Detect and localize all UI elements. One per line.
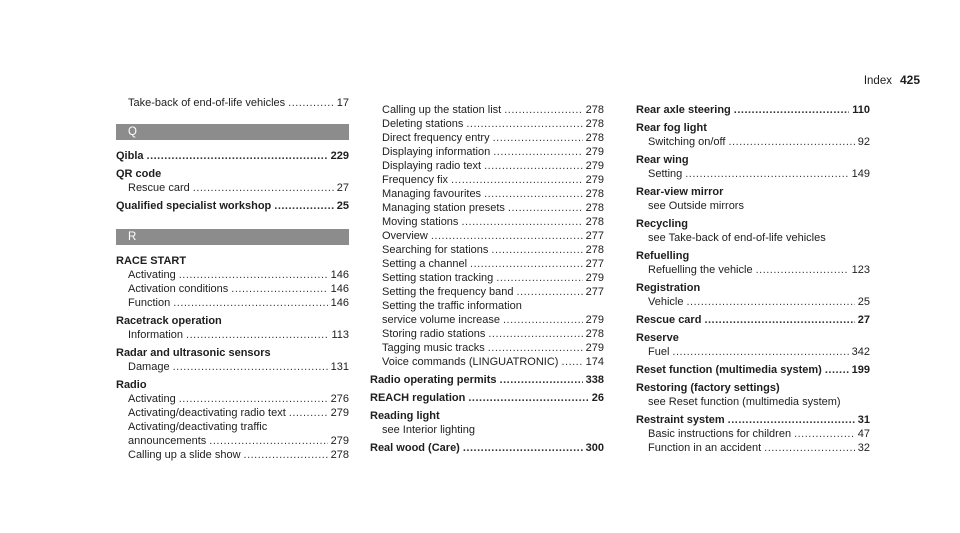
leader-dots [289, 406, 328, 420]
entry-page: 278 [330, 449, 349, 461]
leader-dots [288, 96, 334, 110]
entry-page: 146 [330, 269, 349, 281]
index-entry [116, 181, 349, 195]
entry-page: 279 [585, 146, 604, 158]
index-entry [116, 434, 349, 448]
entry-text: Setting station tracking [382, 272, 494, 284]
page-number: 425 [899, 73, 920, 87]
entry-page: 278 [585, 244, 604, 256]
entry-page: 338 [585, 374, 604, 386]
leader-dots [493, 145, 582, 159]
leader-dots [516, 285, 582, 299]
leader-dots [147, 149, 328, 163]
leader-dots [186, 328, 328, 342]
index-label: Index [863, 75, 892, 87]
letter-band-r: R [116, 229, 349, 245]
index-heading: QR code [116, 168, 162, 180]
index-entry [370, 285, 604, 299]
index-entry [636, 135, 870, 149]
see-reference: see Reset function (multimedia system) [648, 396, 841, 408]
index-entry [116, 328, 349, 342]
entry-text: Information [128, 329, 184, 341]
see-reference: see Take-back of end-of-life vehicles [648, 232, 826, 244]
entry-page: 131 [330, 361, 349, 373]
entry-page: 278 [585, 104, 604, 116]
index-heading: Racetrack operation [116, 315, 222, 327]
entry-page: 25 [336, 200, 349, 212]
entry-text: Qibla [116, 150, 144, 162]
index-heading: Registration [636, 282, 701, 294]
entry-page: 279 [585, 314, 604, 326]
entry-page: 27 [336, 182, 349, 194]
index-entry [116, 199, 349, 213]
leader-dots [179, 268, 328, 282]
index-entry [370, 243, 604, 257]
index-entry [370, 229, 604, 243]
index-entry [370, 355, 604, 369]
entry-text: Setting the frequency band [382, 286, 514, 298]
entry-page: 277 [585, 230, 604, 242]
entry-text: Switching on/off [648, 136, 726, 148]
entry-text: Rescue card [636, 314, 702, 326]
leader-dots [463, 441, 583, 455]
entry-text: announcements [128, 435, 207, 447]
index-entry [636, 313, 870, 327]
index-entry [116, 96, 349, 110]
entry-page: 279 [330, 407, 349, 419]
index-heading: Rear-view mirror [636, 186, 724, 198]
entry-page: 92 [857, 136, 870, 148]
entry-text: Displaying radio text [382, 160, 482, 172]
radio-subentries [370, 103, 604, 369]
page-header [864, 73, 920, 87]
leader-dots [734, 103, 849, 117]
entry-page: 276 [330, 393, 349, 405]
entry-page: 278 [585, 216, 604, 228]
index-entry [636, 167, 870, 181]
entry-page: 149 [851, 168, 870, 180]
entry-page: 32 [857, 442, 870, 454]
index-entry [116, 360, 349, 374]
entry-page: 27 [857, 314, 870, 326]
leader-dots [672, 345, 848, 359]
entry-page: 199 [851, 364, 870, 376]
index-entry [636, 263, 870, 277]
index-heading: Reading light [370, 410, 440, 422]
leader-dots [470, 257, 583, 271]
entry-text: Displaying information [382, 146, 491, 158]
index-heading: Radio [116, 379, 147, 391]
index-heading: Rear fog light [636, 122, 707, 134]
entry-page: 146 [330, 283, 349, 295]
entry-text: Calling up a slide show [128, 449, 241, 461]
entry-page: 279 [585, 160, 604, 172]
leader-dots [503, 313, 583, 327]
leader-dots [491, 243, 582, 257]
entry-text: Real wood (Care) [370, 442, 460, 454]
index-entry [370, 373, 604, 387]
index-entry [370, 441, 604, 455]
entry-text: Frequency fix [382, 174, 449, 186]
entry-page: 113 [331, 329, 349, 341]
leader-dots [466, 117, 582, 131]
index-entry [636, 441, 870, 455]
leader-dots [244, 448, 328, 462]
index-entry [636, 427, 870, 441]
entry-text: Moving stations [382, 216, 459, 228]
leader-dots [193, 181, 334, 195]
entry-page: 279 [585, 174, 604, 186]
index-entry [370, 173, 604, 187]
leader-dots [461, 215, 582, 229]
index-entry [116, 392, 349, 406]
leader-dots [173, 296, 327, 310]
leader-dots [561, 355, 582, 369]
entry-text: Overview [382, 230, 428, 242]
entry-text: Damage [128, 361, 170, 373]
index-entry [370, 187, 604, 201]
leader-dots [500, 373, 583, 387]
index-entry [370, 103, 604, 117]
index-entry [370, 215, 604, 229]
leader-dots [825, 363, 849, 377]
entry-page: 25 [857, 296, 870, 308]
entry-text: Activating [128, 393, 176, 405]
entry-page: 278 [585, 132, 604, 144]
entry-page: 17 [336, 97, 349, 109]
leader-dots [209, 434, 327, 448]
entry-text: Rear axle steering [636, 104, 731, 116]
entry-text: Calling up the station list [382, 104, 502, 116]
index-entry [370, 257, 604, 271]
index-entry [636, 413, 870, 427]
entry-text: Restraint system [636, 414, 725, 426]
entry-text: Radio operating permits [370, 374, 497, 386]
leader-dots [493, 131, 583, 145]
leader-dots [508, 201, 583, 215]
index-entry [116, 448, 349, 462]
leader-dots [274, 199, 333, 213]
index-entry [370, 271, 604, 285]
entry-text: Function in an accident [648, 442, 762, 454]
entry-page: 26 [591, 392, 604, 404]
entry-text: Managing station presets [382, 202, 505, 214]
index-entry-text: Setting the traffic information [382, 300, 522, 312]
entry-page: 277 [585, 258, 604, 270]
entry-page: 110 [852, 104, 870, 116]
leader-dots [179, 392, 328, 406]
index-heading: Refuelling [636, 250, 690, 262]
leader-dots [685, 167, 848, 181]
entry-text: Refuelling the vehicle [648, 264, 753, 276]
entry-page: 278 [585, 202, 604, 214]
leader-dots [704, 313, 854, 327]
entry-text: Rescue card [128, 182, 190, 194]
entry-text: Tagging music tracks [382, 342, 485, 354]
entry-page: 300 [585, 442, 604, 454]
leader-dots [484, 159, 583, 173]
leader-dots [173, 360, 328, 374]
index-entry [370, 159, 604, 173]
leader-dots [468, 391, 588, 405]
see-reference: see Interior lighting [382, 424, 475, 436]
entry-page: 279 [585, 272, 604, 284]
index-entry [370, 131, 604, 145]
entry-text: Activating/deactivating radio text [128, 407, 286, 419]
index-column-2 [370, 103, 604, 455]
leader-dots [484, 187, 583, 201]
entry-page: 146 [330, 297, 349, 309]
index-entry [636, 103, 870, 117]
index-entry [370, 117, 604, 131]
index-entry [370, 145, 604, 159]
index-entry [370, 201, 604, 215]
index-entry [636, 295, 870, 309]
entry-text: service volume increase [382, 314, 500, 326]
index-entry [370, 391, 604, 405]
leader-dots [686, 295, 854, 309]
leader-dots [488, 327, 582, 341]
index-entry [116, 149, 349, 163]
index-entry [370, 327, 604, 341]
entry-text: Take-back of end-of-life vehicles [128, 97, 286, 109]
index-entry-text: Activating/deactivating traffic [128, 421, 268, 433]
entry-text: Activating [128, 269, 176, 281]
index-entry [116, 282, 349, 296]
entry-page: 229 [330, 150, 349, 162]
entry-text: Qualified specialist workshop [116, 200, 272, 212]
entry-text: Activation conditions [128, 283, 229, 295]
leader-dots [504, 103, 582, 117]
index-entry [370, 313, 604, 327]
index-entry [370, 341, 604, 355]
entry-page: 174 [585, 356, 604, 368]
index-heading: Recycling [636, 218, 688, 230]
index-entry [116, 406, 349, 420]
entry-page: 342 [851, 346, 870, 358]
leader-dots [794, 427, 855, 441]
index-entry [636, 345, 870, 359]
entry-text: Basic instructions for children [648, 428, 792, 440]
entry-text: REACH regulation [370, 392, 466, 404]
index-heading: Restoring (factory settings) [636, 382, 780, 394]
index-heading: Rear wing [636, 154, 689, 166]
leader-dots [764, 441, 855, 455]
index-heading: Radar and ultrasonic sensors [116, 347, 271, 359]
entry-text: Direct frequency entry [382, 132, 490, 144]
entry-text: Fuel [648, 346, 670, 358]
entry-text: Voice commands (LINGUATRONIC) [382, 356, 559, 368]
index-entry [636, 363, 870, 377]
leader-dots [728, 135, 854, 149]
leader-dots [756, 263, 849, 277]
entry-page: 31 [857, 414, 870, 426]
entry-text: Reset function (multimedia system) [636, 364, 822, 376]
index-heading: RACE START [116, 255, 187, 267]
entry-text: Vehicle [648, 296, 684, 308]
entry-page: 277 [585, 286, 604, 298]
entry-page: 278 [585, 328, 604, 340]
leader-dots [488, 341, 583, 355]
letter-band-q: Q [116, 124, 349, 140]
entry-text: Managing favourites [382, 188, 482, 200]
leader-dots [496, 271, 582, 285]
index-column-3 [636, 103, 870, 455]
entry-text: Setting [648, 168, 683, 180]
entry-page: 278 [585, 188, 604, 200]
entry-page: 279 [330, 435, 349, 447]
leader-dots [728, 413, 855, 427]
entry-page: 123 [851, 264, 870, 276]
entry-page: 47 [857, 428, 870, 440]
entry-text: Deleting stations [382, 118, 464, 130]
leader-dots [431, 229, 583, 243]
entry-text: Setting a channel [382, 258, 468, 270]
entry-text: Function [128, 297, 171, 309]
index-entry [116, 268, 349, 282]
entry-page: 279 [585, 342, 604, 354]
index-entry [116, 296, 349, 310]
leader-dots [451, 173, 583, 187]
index-column-1 [116, 96, 349, 462]
entry-page: 278 [585, 118, 604, 130]
leader-dots [231, 282, 327, 296]
index-heading: Reserve [636, 332, 679, 344]
entry-text: Storing radio stations [382, 328, 486, 340]
see-reference: see Outside mirrors [648, 200, 744, 212]
entry-text: Searching for stations [382, 244, 489, 256]
